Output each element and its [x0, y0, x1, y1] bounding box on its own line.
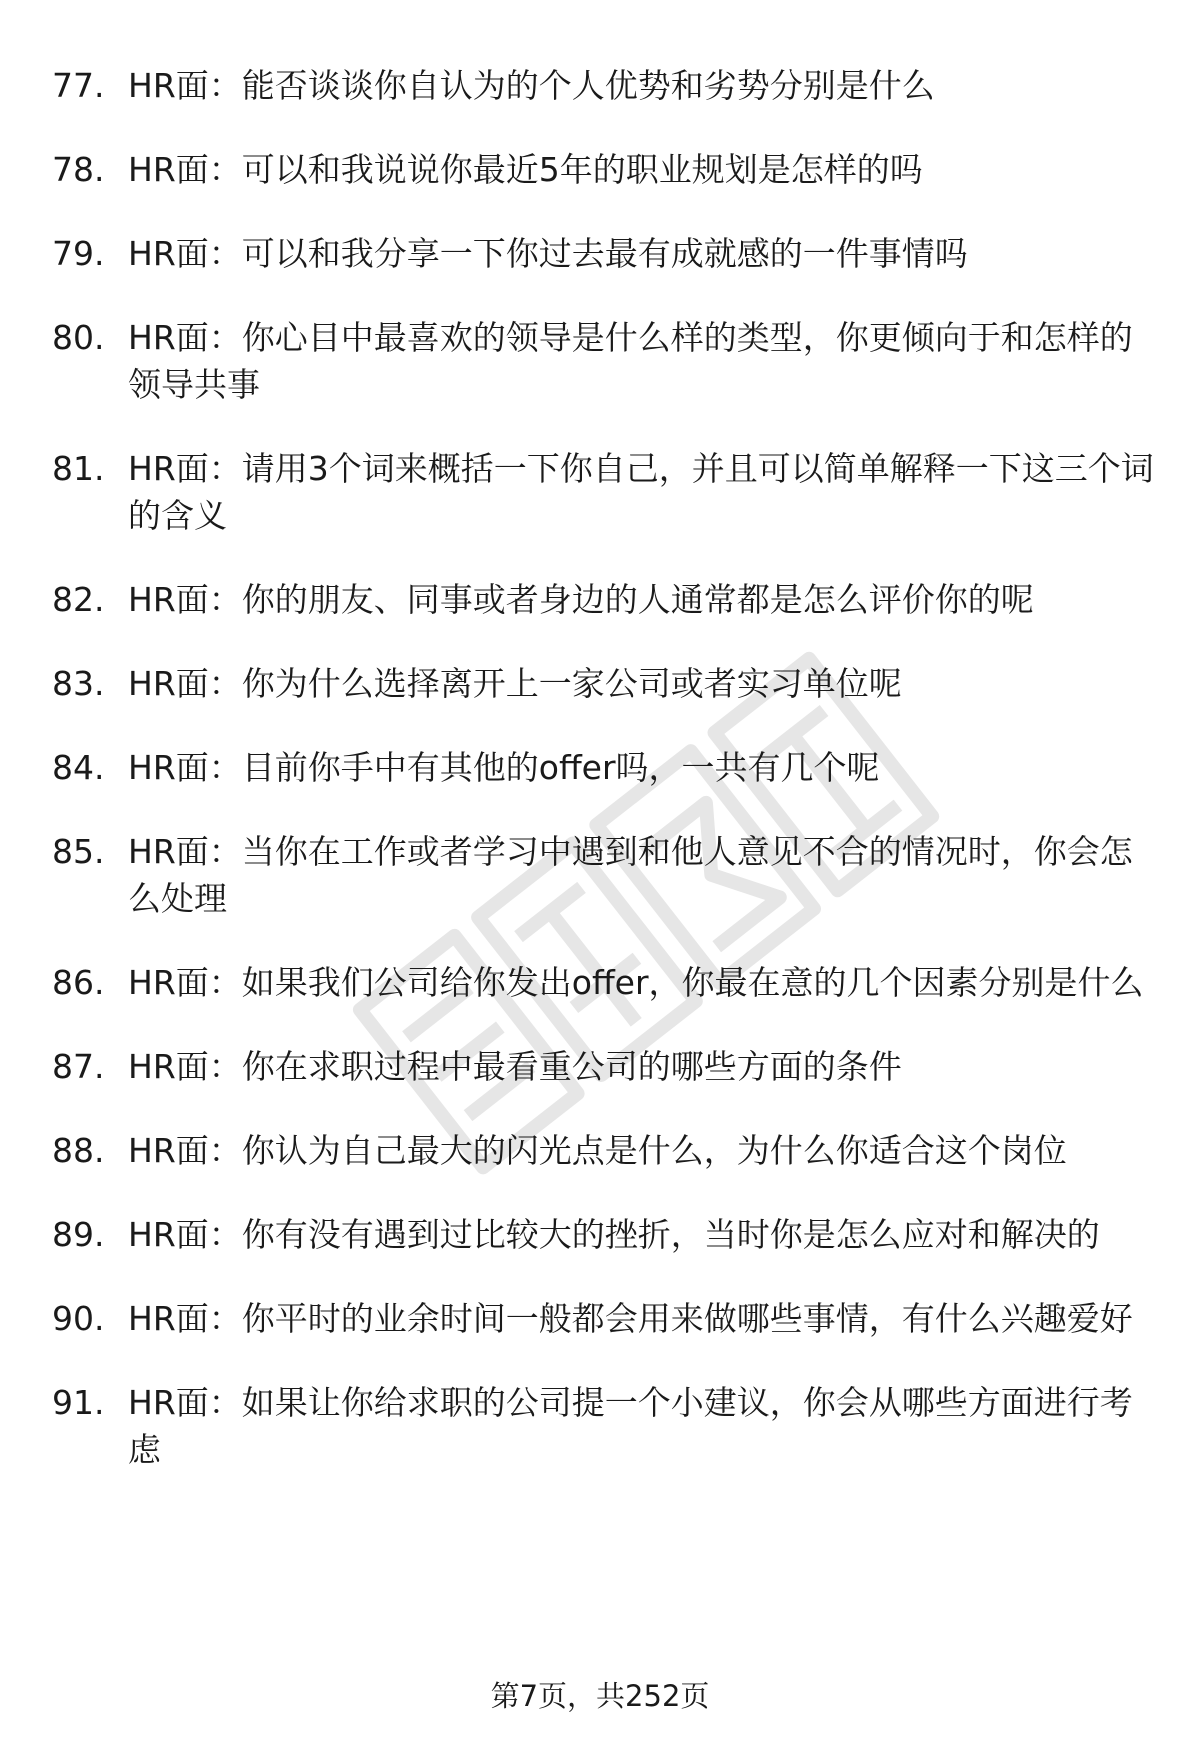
question-list	[0, 62, 1200, 1510]
question-item	[0, 1295, 1200, 1342]
question-text: 请用3个词来概括一下你自己，并且可以简单解释一下这三个词的含义	[128, 449, 1154, 535]
question-label: HR面：	[128, 963, 242, 1002]
question-item	[0, 1043, 1200, 1090]
question-label: HR面：	[128, 580, 242, 619]
question-item	[0, 230, 1200, 277]
question-label: HR面：	[128, 318, 242, 357]
question-item	[0, 62, 1200, 109]
question-number: 85.	[52, 832, 105, 871]
question-number: 81.	[52, 449, 105, 488]
question-label: HR面：	[128, 1047, 242, 1086]
question-item	[0, 1211, 1200, 1258]
question-item	[0, 660, 1200, 707]
question-text: 你心目中最喜欢的领导是什么样的类型，你更倾向于和怎样的领导共事	[128, 318, 1133, 404]
question-number: 90.	[52, 1299, 105, 1338]
question-label: HR面：	[128, 832, 242, 871]
question-text: 你在求职过程中最看重公司的哪些方面的条件	[241, 1047, 902, 1086]
question-text: 你为什么选择离开上一家公司或者实习单位呢	[241, 664, 902, 703]
question-number: 84.	[52, 748, 105, 787]
question-item	[0, 1127, 1200, 1174]
question-text: 你有没有遇到过比较大的挫折，当时你是怎么应对和解决的	[241, 1215, 1100, 1254]
question-label: HR面：	[128, 748, 242, 787]
question-text: 目前你手中有其他的offer吗，一共有几个呢	[241, 748, 880, 787]
question-label: HR面：	[128, 664, 242, 703]
question-number: 87.	[52, 1047, 105, 1086]
question-text: 能否谈谈你自认为的个人优势和劣势分别是什么	[241, 66, 935, 105]
question-text: 可以和我说说你最近5年的职业规划是怎样的吗	[241, 150, 923, 189]
question-number: 80.	[52, 318, 105, 357]
question-text: 如果我们公司给你发出offer，你最在意的几个因素分别是什么	[241, 963, 1144, 1002]
question-item	[0, 445, 1200, 539]
question-number: 88.	[52, 1131, 105, 1170]
question-text: 你认为自己最大的闪光点是什么，为什么你适合这个岗位	[241, 1131, 1067, 1170]
question-item	[0, 744, 1200, 791]
question-text: 可以和我分享一下你过去最有成就感的一件事情吗	[241, 234, 968, 273]
question-item	[0, 146, 1200, 193]
question-item	[0, 959, 1200, 1006]
question-text: 如果让你给求职的公司提一个小建议，你会从哪些方面进行考虑	[128, 1383, 1133, 1469]
question-number: 78.	[52, 150, 105, 189]
question-label: HR面：	[128, 1131, 242, 1170]
question-item	[0, 1379, 1200, 1473]
question-number: 82.	[52, 580, 105, 619]
question-number: 77.	[52, 66, 105, 105]
question-label: HR面：	[128, 1383, 242, 1422]
question-item	[0, 828, 1200, 922]
question-label: HR面：	[128, 449, 242, 488]
question-text: 你平时的业余时间一般都会用来做哪些事情，有什么兴趣爱好	[241, 1299, 1133, 1338]
question-label: HR面：	[128, 1215, 242, 1254]
question-label: HR面：	[128, 234, 242, 273]
question-item	[0, 314, 1200, 408]
question-label: HR面：	[128, 66, 242, 105]
question-number: 83.	[52, 664, 105, 703]
question-text: 你的朋友、同事或者身边的人通常都是怎么评价你的呢	[241, 580, 1034, 619]
question-item	[0, 576, 1200, 623]
question-number: 79.	[52, 234, 105, 273]
question-number: 89.	[52, 1215, 105, 1254]
question-number: 86.	[52, 963, 105, 1002]
question-number: 91.	[52, 1383, 105, 1422]
question-text: 当你在工作或者学习中遇到和他人意见不合的情况时，你会怎么处理	[128, 832, 1133, 918]
question-label: HR面：	[128, 1299, 242, 1338]
page-footer: 第7页，共252页	[490, 1679, 710, 1713]
question-label: HR面：	[128, 150, 242, 189]
